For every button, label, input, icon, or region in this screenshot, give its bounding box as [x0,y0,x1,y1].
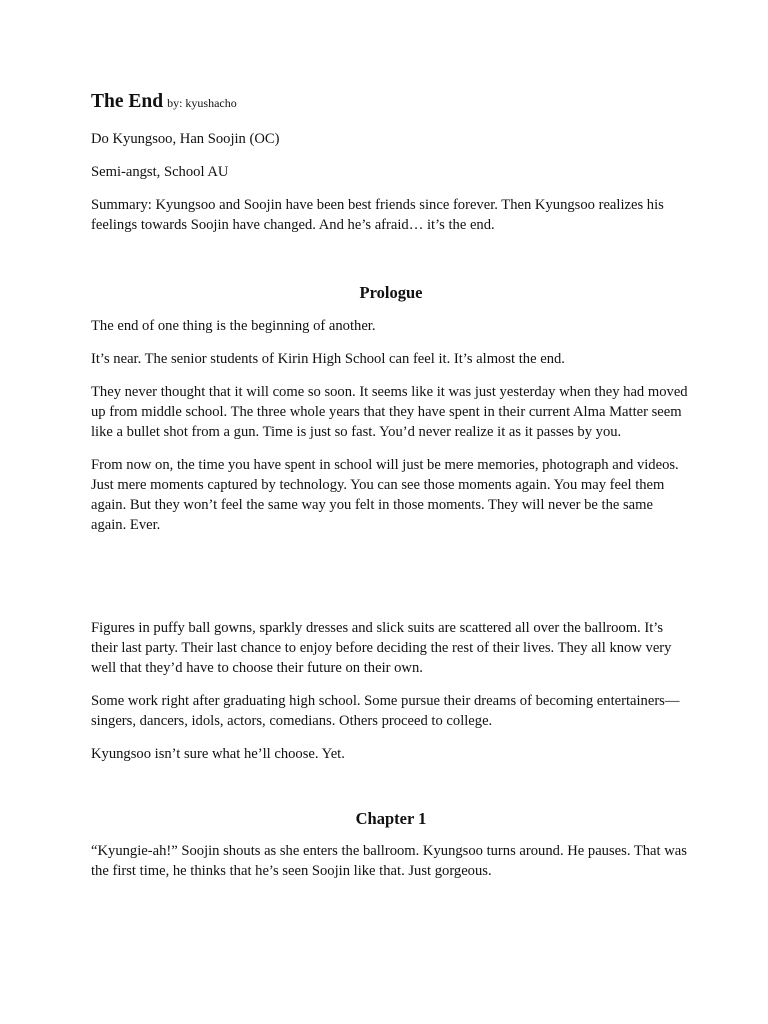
prologue-paragraph: They never thought that it will come so soon. It seems like it was just yesterday when they had moved up from middle school. The three whole years that they have spent in their current Alma Matter seem like a bullet shot from a gun. Time is just so fast. You’d never realize it as it passes by you. [91,384,688,440]
prologue-paragraph: The end of one thing is the beginning of another. [91,318,376,334]
document-title: The End [91,91,164,112]
document-page [91,88,691,894]
prologue-heading: Prologue [359,283,423,302]
chapter-heading: Chapter 1 [355,809,427,828]
prologue-paragraph: From now on, the time you have spent in school will just be mere memories, photograph and videos. Just mere moments captured by technology. You can see those moments again. You may feel them again. But they won’t feel the same way you felt in those moments. They will never be the same again. Ever. [91,457,679,533]
characters-line: Do Kyungsoo, Han Soojin (OC) [91,131,280,147]
prologue-paragraph: Some work right after graduating high school. Some pursue their dreams of becoming entertainers—singers, dancers, idols, actors, comedians. Others proceed to college. [91,693,680,729]
title-line [91,88,691,117]
prologue-paragraph: It’s near. The senior students of Kirin High School can feel it. It’s almost the end. [91,351,565,367]
summary-paragraph: Summary: Kyungsoo and Soojin have been best friends since forever. Then Kyungsoo realizes his feelings towards Soojin have changed. And he’s afraid… it’s the end. [91,197,664,233]
chapter-paragraph: “Kyungie-ah!” Soojin shouts as she enters the ballroom. Kyungsoo turns around. He pauses. That was the first time, he thinks that he’s seen Soojin like that. Just gorgeous. [91,843,687,879]
genre-line: Semi-angst, School AU [91,164,229,180]
prologue-paragraph: Figures in puffy ball gowns, sparkly dresses and slick suits are scattered all over the ballroom. It’s their last party. Their last chance to enjoy before deciding the rest of their lives. They all know very well that they’d have to choose their future on their own. [91,620,672,676]
author-byline: by: kyushacho [167,96,237,110]
prologue-paragraph: Kyungsoo isn’t sure what he’ll choose. Yet. [91,746,345,762]
